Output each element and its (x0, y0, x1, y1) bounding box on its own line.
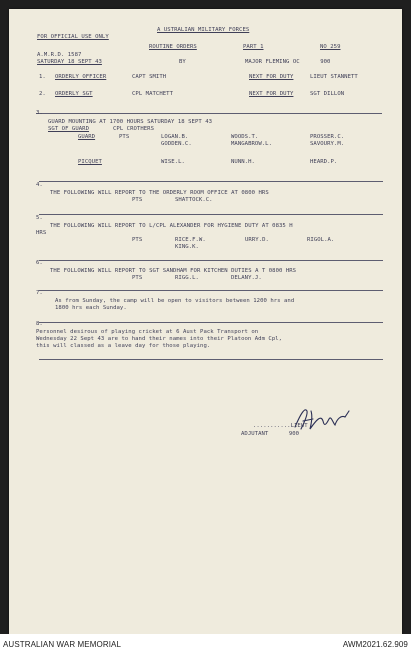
sgt-of-guard: CPL CROTHERS (113, 126, 155, 132)
guard-label: GUARD (78, 134, 96, 140)
divider (39, 322, 383, 323)
section-number: 8. (36, 321, 43, 327)
guard-name: PROSSER.C. (310, 134, 345, 140)
divider (39, 260, 383, 261)
hygiene-duty-line-2: HRS (36, 230, 47, 236)
sgt-of-guard-label: SGT OF GUARD (48, 126, 90, 132)
orderly-officer-label: ORDERLY OFFICER (55, 74, 107, 80)
routine-orders-label: ROUTINE ORDERS (149, 44, 197, 50)
picquet-name: NUNN.H. (231, 159, 255, 165)
adjutant-label: ADJUTANT 900 (241, 431, 300, 437)
order-date: SATURDAY 18 SEPT 43 (37, 59, 102, 65)
section-number: 3. (36, 110, 43, 116)
visitors-line: As from Sunday, the camp will be open to visitors between 1200 hrs and (55, 298, 295, 304)
section-number: 5. (36, 215, 43, 221)
pts-label: PTS (132, 237, 143, 243)
next-duty-officer: LIEUT STANNETT (310, 74, 358, 80)
hygiene-name: RICE.F.W. (175, 237, 206, 243)
hygiene-duty-line: THE FOLLOWING WILL REPORT TO L/CPL ALEXANDER FOR HYGIENE DUTY AT 0835 H (50, 223, 293, 229)
divider (39, 214, 383, 215)
item-number: 2. (39, 91, 46, 97)
part-label: PART 1 (243, 44, 264, 50)
pts-label: PTS (132, 197, 143, 203)
commander: MAJOR FLEMING OC 900 (245, 59, 331, 65)
next-duty-label: NEXT FOR DUTY (249, 74, 294, 80)
document-page (9, 9, 402, 634)
orderly-room-line: THE FOLLOWING WILL REPORT TO THE ORDERLY ROOM OFFICE AT 0800 HRS (50, 190, 269, 196)
cricket-line: Personnel desirous of playing cricket at 6 Aust Pack Transport on (36, 329, 259, 335)
divider (39, 290, 383, 291)
section-number: 7. (36, 290, 43, 296)
item-number: 1. (39, 74, 46, 80)
document-title: A USTRALIAN MILITARY FORCES (157, 27, 250, 33)
divider (39, 181, 383, 182)
by-label: BY (179, 59, 186, 65)
guard-name: WOODS.T. (231, 134, 259, 140)
hygiene-name: KING.K. (175, 244, 199, 250)
hygiene-name: RIGOL.A. (307, 237, 335, 243)
next-duty-label: NEXT FOR DUTY (249, 91, 294, 97)
guard-name: LOGAN.B. (161, 134, 189, 140)
pts-label: PTS (132, 275, 143, 281)
archive-footer (0, 634, 411, 653)
orderly-sgt: CPL MATCHETT (132, 91, 174, 97)
orderly-officer: CAPT SMITH (132, 74, 167, 80)
guard-name: SAVOURY.M. (310, 141, 345, 147)
section-number: 6. (36, 260, 43, 266)
unit-code: A.M.R.D. 1587 (37, 52, 82, 58)
order-number: NO 259 (320, 44, 341, 50)
next-duty-sgt: SGT DILLON (310, 91, 345, 97)
guard-mounting-line: GUARD MOUNTING AT 1700 HOURS SATURDAY 18 SEPT 43 (48, 119, 213, 125)
kitchen-name: RIGG.L. (175, 275, 199, 281)
picquet-name: WISE.L. (161, 159, 185, 165)
guard-name: MANGABROW.L. (231, 141, 273, 147)
pts-label: PTS (119, 134, 130, 140)
divider (39, 359, 383, 360)
picquet-name: HEARD.P. (310, 159, 338, 165)
kitchen-name: DELANY.J. (231, 275, 262, 281)
archive-name: AUSTRALIAN WAR MEMORIAL (3, 640, 122, 649)
picquet-label: PICQUET (78, 159, 102, 165)
cricket-line-3: this will classed as a leave day for those playing. (36, 343, 211, 349)
divider (68, 113, 382, 114)
kitchen-duty-line: THE FOLLOWING WILL REPORT TO SGT SANDHAM FOR KITCHEN DUTIES A T 0800 HRS (50, 268, 297, 274)
visitors-line-2: 1800 hrs each Sunday. (55, 305, 127, 311)
cricket-line-2: Wednesday 22 Sept 43 are to hand their names into their Platoon Adm Cpl, (36, 336, 283, 342)
guard-name: GODDEN.C. (161, 141, 192, 147)
section-number: 4. (36, 182, 43, 188)
archive-id: AWM2021.62.909 (342, 640, 408, 649)
report-name: SHATTOCK.C. (175, 197, 213, 203)
orderly-sgt-label: ORDERLY SGT (55, 91, 93, 97)
hygiene-name: URRY.D. (245, 237, 269, 243)
classification-label: FOR OFFICIAL USE ONLY (37, 34, 109, 40)
lieut-line: ...........LIEUT (253, 423, 308, 429)
